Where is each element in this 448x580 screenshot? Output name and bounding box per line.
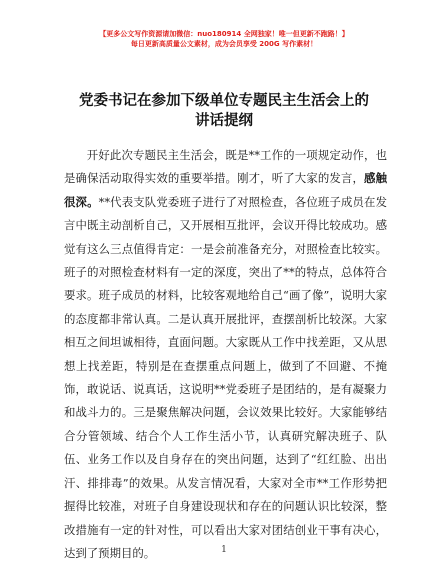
document-title bbox=[40, 91, 408, 131]
body-text-part1: 开好此次专题民主生活会，既是**工作的一项规定动作，也是确保活动取得实效的重要举措。刚才，听了大家的发言， bbox=[64, 148, 387, 186]
body-text-part2: **代表支队党委班子进行了对照检查，各位班子成员在发言中既主动剖析自己，又开展相互批评，会议开得比较成功。感觉有这么三点值得肯定：一是会前准备充分，对照检查比较实。班子的对照检查材料有一定的深度，突出了**的特点，总体符合要求。班子成员的材料，比较客观地给自己“画了像”，说明大家的态度都非常认真。二是认真开展批评，查摆剖析比较深。大家相互之间坦诚相待，直面问题。大家既从工作中找差距，又从思想上找差距，特别是在查摆重点问题上，做到了不回避、不掩饰，敢说话、说真话，这说明**党委班子是团结的，是有凝聚力和战斗力的。三是聚焦解决问题，会议效果比较好。大家能够结合分管领域、结合个人工作生活小节，认真研究解决班子、队伍、业务工作以及自身存在的突出问题，达到了“红红脸、出出汗、排排毒”的效果。从发言情况看，大家对全市**工作形势把握得比较准，对班子自身建设现状和存在的问题认识比较深，整改措施有一定的针对性，可以看出大家对团结创业干事有决心，达到了预期目的。 bbox=[64, 194, 387, 560]
promo-banner bbox=[0, 29, 448, 49]
promo-banner-line1: 【更多公文写作资源请加微信：nuo180914 全网独家！唯一但更新不跑路！】 bbox=[99, 30, 349, 38]
document-title-line1: 党委书记在参加下级单位专题民主生活会上的 bbox=[79, 93, 369, 109]
body-text-emphasis: 感触很深。 bbox=[64, 171, 387, 209]
page-number: 1 bbox=[221, 545, 227, 555]
body-paragraph bbox=[64, 144, 387, 565]
promo-banner-line2: 每日更新高质量公文素材，成为会员享受 200G 写作素材！ bbox=[130, 40, 318, 48]
document-title-line2: 讲话提纲 bbox=[195, 113, 253, 129]
